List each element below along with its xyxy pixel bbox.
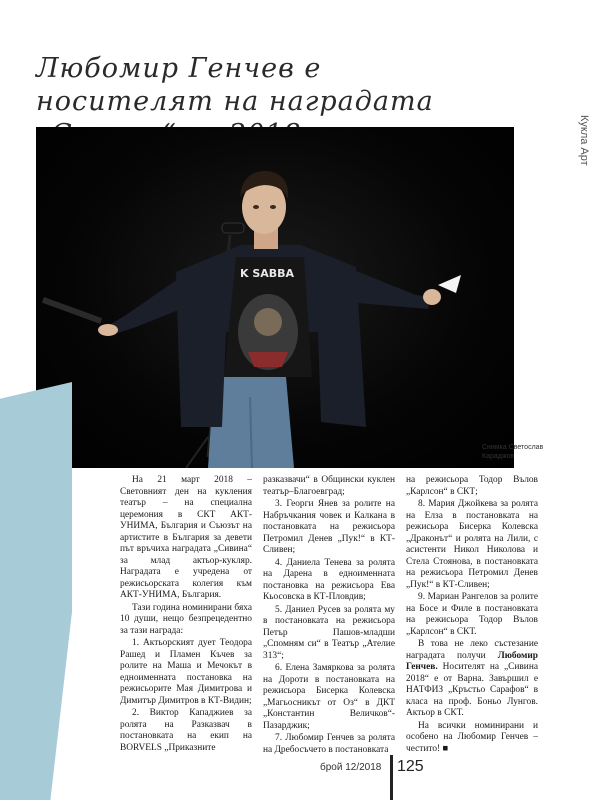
winner-intro: В това не леко състезание наградата получи [406, 639, 538, 661]
paragraph: На 21 март 2018 – Световният ден на кукления театър – на специална церемония в СКТ АКТ-УНИМА, България и Съюзът на артистите в България за девети път връчиха наградата „Сивина“ за млад актьор-кукляр. Наградата е учредена от режисьорската колегия към АКТ-УНИМА, България. [120, 475, 252, 600]
decorative-shape [0, 382, 72, 800]
paragraph-closing [406, 721, 538, 756]
end-mark-icon: ■ [442, 743, 449, 754]
paragraph: 9. Мариан Рангелов за ролите на Босе и Филе в постановката на режисьора Тодор Вълов „Карлсон“ в СКТ. [406, 592, 538, 637]
issue-number: брой 12/2018 [320, 762, 382, 773]
photo-credit: Снимка Светослав Караджов [482, 444, 544, 460]
paragraph: 4. Даниела Тенева за ролята на Дарена в едноименната постановка на режисьора Ева Кьосовска в КТ-Пловдив; [263, 557, 395, 602]
article-title: Любомир Генчев е носителят на наградата [36, 53, 434, 117]
paragraph: разказвачи“ в Общински куклен театър–Благоевград; [263, 475, 395, 497]
page-number: 125 [397, 758, 424, 775]
paragraph: на режисьора Тодор Вълов „Карлсон“ в СКТ; [406, 475, 538, 497]
paragraph: 5. Даниел Русев за ролята му в постановката на режисьора Петър Пашов-младши „Спомням си“ в Театър „Ателие 313“; [263, 604, 395, 661]
paragraph: 3. Георги Янев за ролите на Набръчкания човек и Калкана в постановката на режисьора Петромил Денев „Пук!“ в КТ-Сливен; [263, 499, 395, 555]
article-photo [36, 127, 514, 468]
section-tag-label: Кукла Арт [578, 115, 590, 166]
column-1 [120, 475, 252, 765]
article-body [120, 475, 540, 765]
paragraph: 7. Любомир Генчев за ролята на Дребосъчето в постановката [263, 733, 395, 755]
paragraph: 1. Актьорският дует Теодора Рашед и Пламен Къчев за ролите на Маша и Мечокът в едноименната постановка на режисьорите Мая Димитрова и Димитър Димитров в КТ-Видин; [120, 638, 252, 706]
performer-illustration [36, 127, 514, 468]
paragraph: 2. Виктор Кападжиев за ролята на Разказвач в постановката на екип на BORVELS „Приказните [120, 708, 252, 753]
winner-bio: Носителят на „Сивина 2018“ е от Варна. Завършил е НАТФИЗ „Кръстьо Сарафов“ в класа на проф. Боньо Лунгов. Актьор в СКТ. [406, 662, 539, 718]
column-2 [263, 475, 395, 765]
shirt-text: K SABBA [240, 267, 295, 280]
paragraph: 6. Елена Замяркова за ролята на Дороти в постановката на режисьора Бисерка Колевска „Магьосникът от Оз“ в ДКТ „Константин Величков“-Пазарджик; [263, 663, 395, 731]
winner-name: Любомир Генчев. [406, 650, 538, 672]
section-tag [548, 115, 598, 185]
paragraph: Тази година номинирани бяха 10 души, нещо безпрецедентно за тази награда: [120, 602, 252, 636]
closing-text: На всички номинирани и особено на Любомир Генчев – честито! [406, 720, 538, 754]
paragraph [406, 639, 538, 720]
column-3 [406, 475, 538, 765]
paragraph: 8. Мария Джойкева за ролята на Елза в постановката на режисьора Бисерка Колевска „Драконът“ и ролята на Лили, с асистенти Никол Николова и Стела Стоянова, в постановката на режисьора Петромил Денев „Пук!“ в КТ-Сливен; [406, 499, 538, 590]
page-divider [390, 755, 393, 800]
